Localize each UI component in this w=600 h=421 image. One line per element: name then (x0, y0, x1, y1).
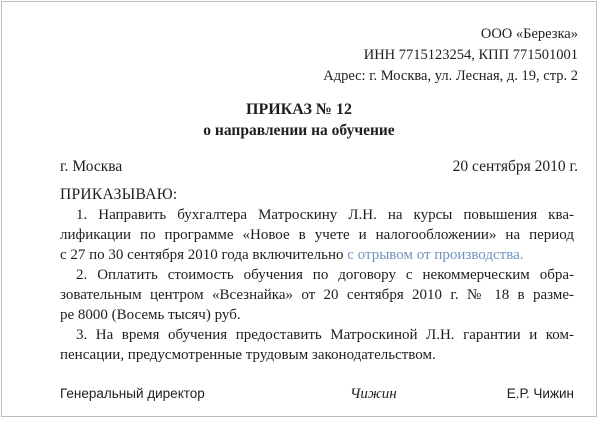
organization-header (323, 24, 578, 87)
order-item-2 (60, 265, 574, 325)
document-body (60, 185, 574, 365)
order-subject: о направлении на обучение (203, 122, 395, 139)
order-item-1-line-2: лификации по программе «Новое в учете и налогообложении» на период (60, 227, 574, 243)
order-number-title: ПРИКАЗ № 12 (246, 101, 352, 118)
order-item-3 (60, 325, 574, 365)
organization-name: ООО «Березка» (480, 26, 578, 42)
order-item-2-line-3: ре 8000 (Восемь тысяч) руб. (60, 307, 241, 323)
order-item-3-line-1: 3. На время обучения предоставить Матроскиной Л.Н. гарантии и ком- (76, 327, 574, 343)
order-item-1-line-1: 1. Направить бухгалтера Матроскину Л.Н. на курсы повышения ква- (76, 207, 574, 223)
document-city: г. Москва (60, 158, 123, 175)
order-item-3-line-2: пенсации, предусмотренные трудовым законодательством. (60, 347, 436, 363)
organization-tax-ids: ИНН 7715123254, КПП 771501001 (363, 47, 578, 63)
signer-name: Е.Р. Чижин (506, 386, 574, 401)
order-item-1 (60, 205, 574, 265)
order-item-1-period: с 27 по 30 сентября 2010 года включительно (60, 247, 348, 263)
document-date: 20 сентября 2010 г. (452, 158, 578, 175)
signer-role: Генеральный директор (60, 386, 205, 401)
document-page (1, 1, 597, 417)
handwritten-signature: Чижин (350, 386, 397, 402)
organization-address: Адрес: г. Москва, ул. Лесная, д. 19, стр. 2 (323, 68, 578, 84)
order-word: ПРИКАЗЫВАЮ: (60, 186, 178, 203)
document-title (2, 99, 596, 141)
order-item-2-line-1: 2. Оплатить стоимость обучения по договору с некоммерческим обра- (76, 267, 574, 283)
order-item-1-line-3 (60, 245, 574, 265)
order-item-2-line-2: зовательным центром «Всезнайка» от 20 сентября 2010 г. № 18 в разме- (60, 287, 574, 303)
order-item-1-highlight: с отрывом от производства. (347, 247, 524, 263)
